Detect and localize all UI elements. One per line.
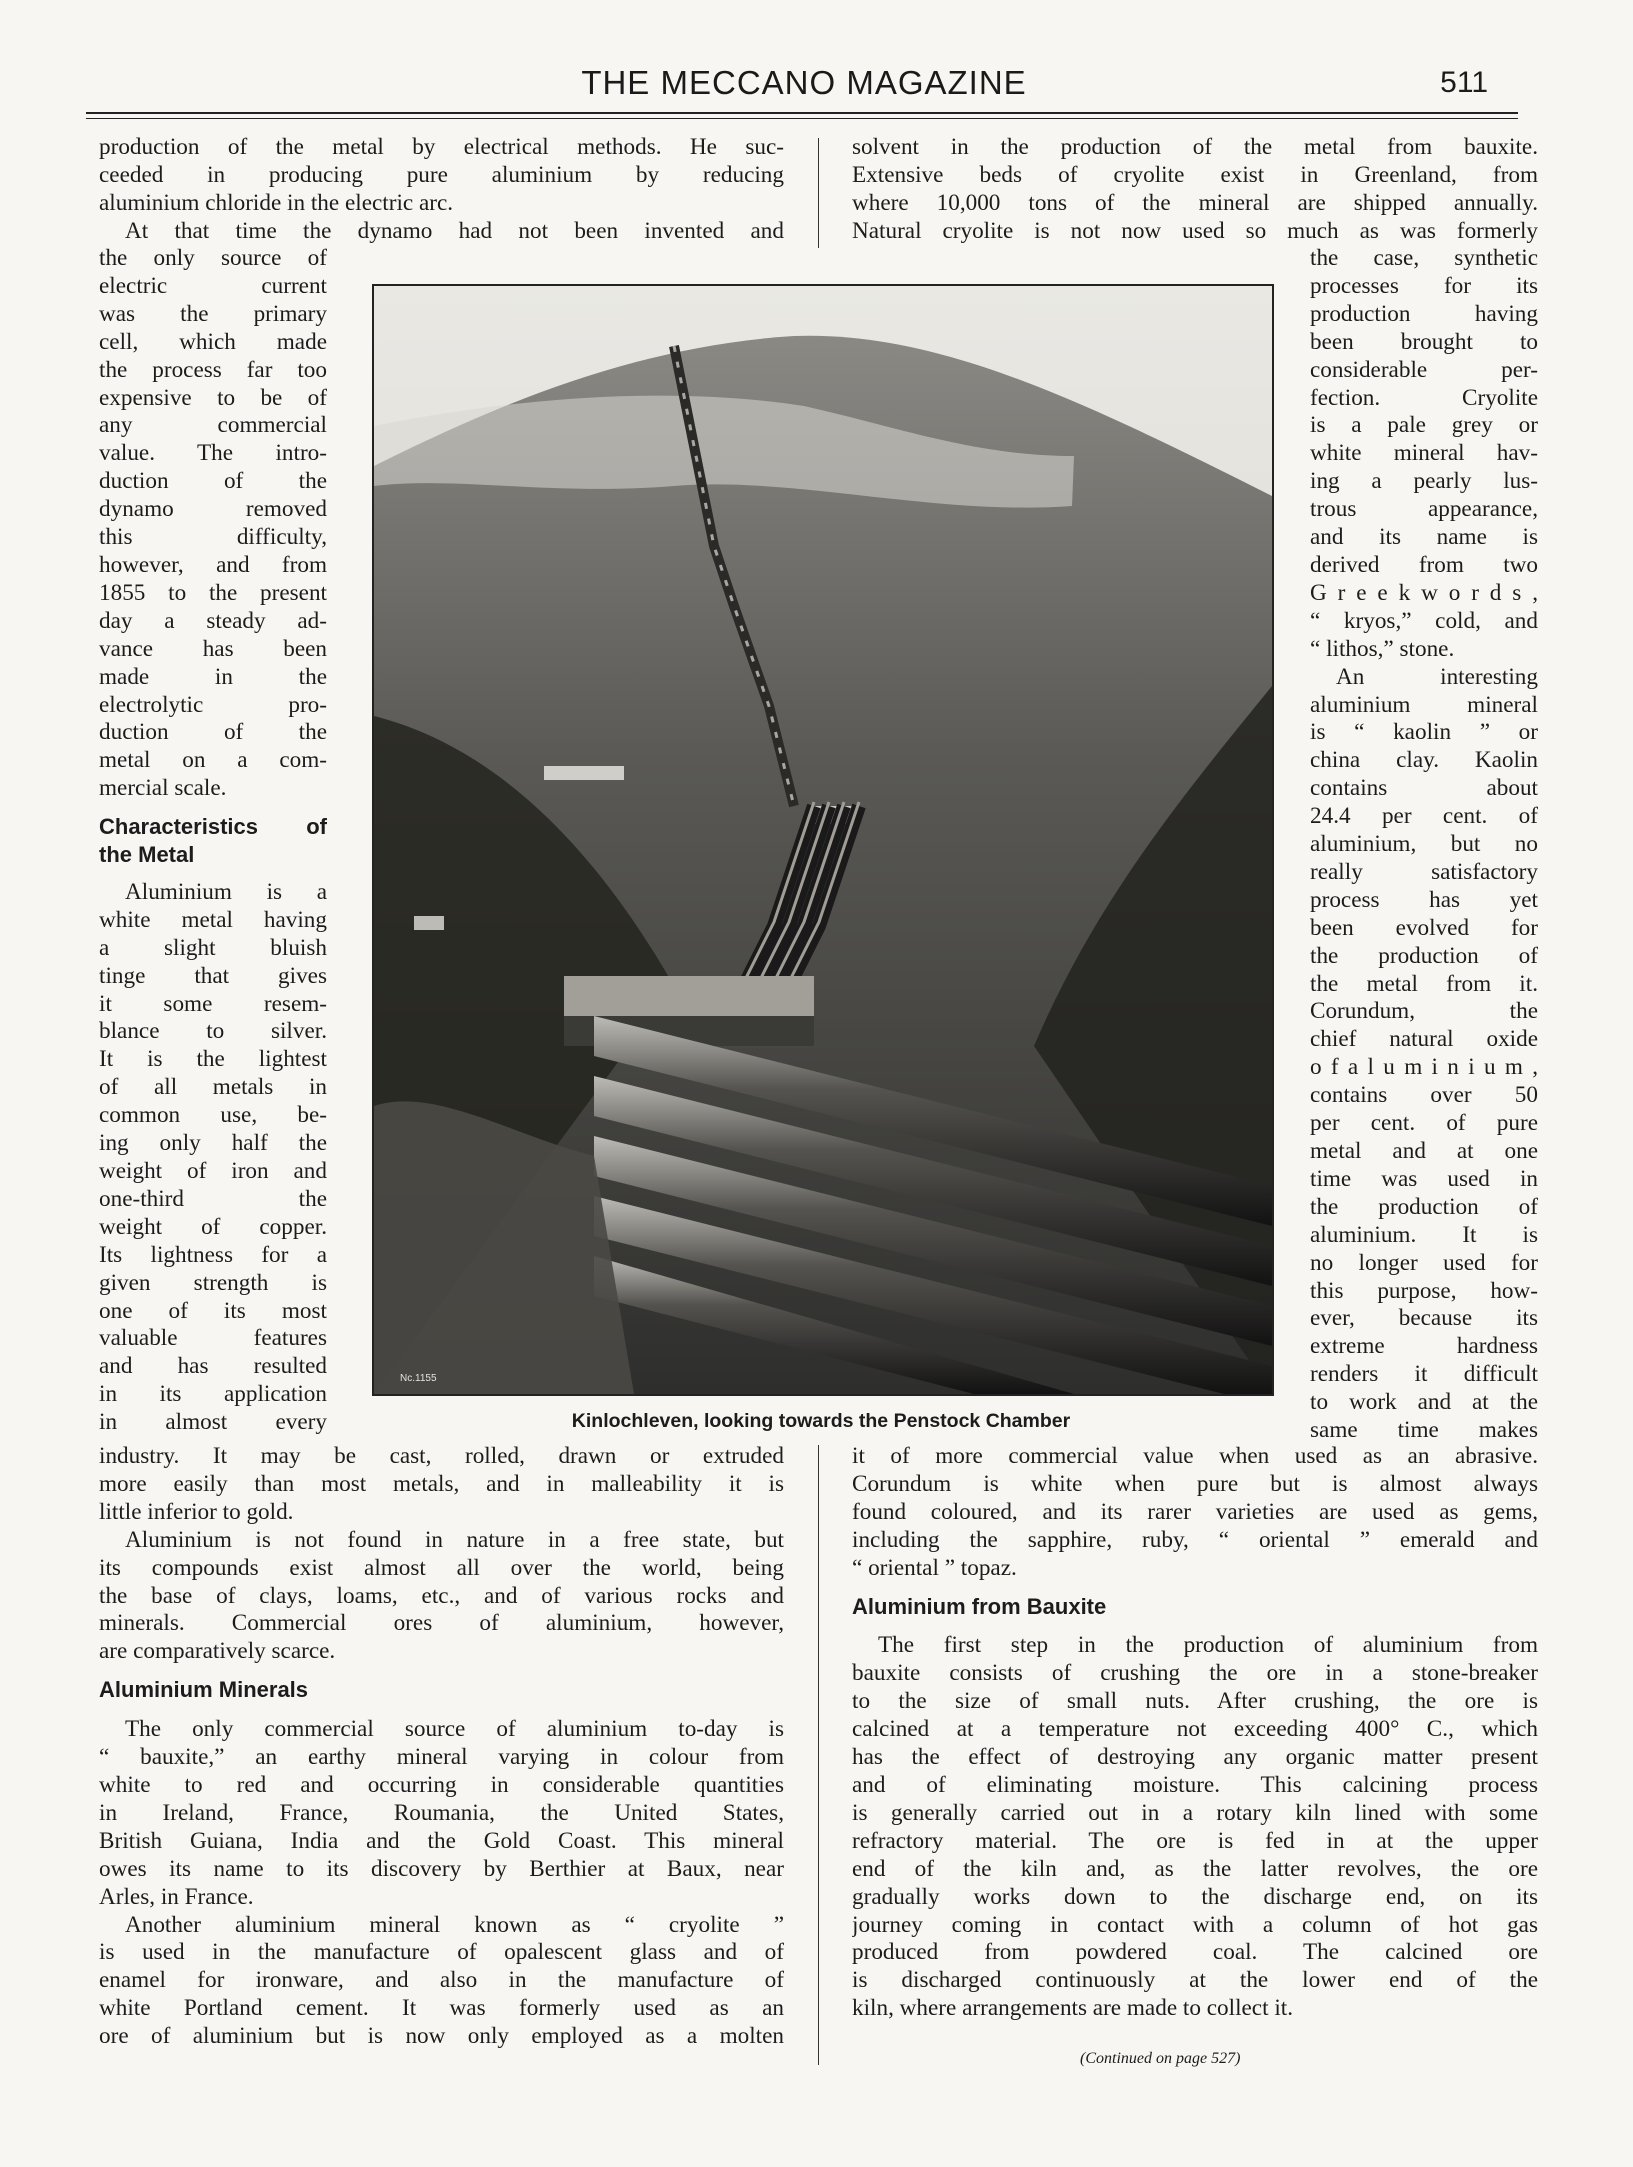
paragraph-line: ing only half the <box>99 1130 327 1157</box>
section-heading-minerals: Aluminium Minerals <box>99 1677 309 1703</box>
paragraph-line: Corundum, the <box>1310 998 1538 1025</box>
section-heading-characteristics: the Metal <box>99 842 195 868</box>
right-column-top <box>852 134 1538 246</box>
paragraph-line: duction of the <box>99 719 327 746</box>
paragraph-line: gradually works down to the discharge end, on its <box>852 1883 1538 1910</box>
paragraph-line: in Ireland, France, Roumania, the United States, <box>99 1799 784 1826</box>
paragraph-line: Extensive beds of cryolite exist in Greenland, from <box>852 161 1538 188</box>
paragraph-line: value. The intro- <box>99 440 327 467</box>
paragraph-line: enamel for ironware, and also in the manufacture of <box>99 1967 784 1994</box>
paragraph-line: The only commercial source of aluminium to-day is <box>125 1716 784 1743</box>
paragraph-line: aluminium chloride in the electric arc. <box>99 189 454 216</box>
paragraph-line: day a steady ad- <box>99 607 327 634</box>
paragraph-line: renders it difficult <box>1310 1361 1538 1388</box>
paragraph-line: calcined at a temperature not exceeding 400° C., which <box>852 1716 1538 1743</box>
paragraph-line: “ bauxite,” an earthy mineral varying in colour from <box>99 1744 784 1771</box>
paragraph-line: weight of copper. <box>99 1213 327 1240</box>
paragraph-line: production having <box>1310 300 1538 327</box>
paragraph-line: it some resem- <box>99 990 327 1017</box>
paragraph-line: little inferior to gold. <box>99 1498 294 1525</box>
right-column-lower <box>852 1443 1538 2023</box>
paragraph-line: was the primary <box>99 300 327 327</box>
paragraph-line: is generally carried out in a rotary kiln lined with some <box>852 1799 1538 1826</box>
paragraph-line: this difficulty, <box>99 524 327 551</box>
paragraph-line: produced from powdered coal. The calcined ore <box>852 1939 1538 1966</box>
paragraph-line: cell, which made <box>99 328 327 355</box>
paragraph-line: end of the kiln and, as the latter revolves, the ore <box>852 1855 1538 1882</box>
penstock-photograph <box>372 284 1274 1396</box>
paragraph-line: “ lithos,” stone. <box>1310 635 1455 662</box>
paragraph-line: contains over 50 <box>1310 1082 1538 1109</box>
plate-mark: Nc.1155 <box>400 1373 437 1384</box>
paragraph-line: “ oriental ” topaz. <box>852 1554 1017 1581</box>
paragraph-line: Arles, in France. <box>99 1883 254 1910</box>
paragraph-line: Its lightness for a <box>99 1241 327 1268</box>
paragraph-line: mercial scale. <box>99 775 227 802</box>
paragraph-line: trous appearance, <box>1310 496 1538 523</box>
paragraph-line: is a pale grey or <box>1310 412 1538 439</box>
paragraph-line: kiln, where arrangements are made to collect it. <box>852 1995 1294 2022</box>
paragraph-line: solvent in the production of the metal from bauxite. <box>852 134 1538 160</box>
paragraph-line: china clay. Kaolin <box>1310 747 1538 774</box>
header-rule-thin <box>86 118 1518 119</box>
paragraph-line: considerable per- <box>1310 356 1538 383</box>
left-column-top <box>99 134 784 246</box>
paragraph-line: to work and at the <box>1310 1389 1538 1416</box>
header-rule <box>86 112 1518 114</box>
paragraph-line: bauxite consists of crushing the ore in a stone-breaker <box>852 1660 1538 1687</box>
paragraph-line: made in the <box>99 663 327 690</box>
paragraph-line: any commercial <box>99 412 327 439</box>
paragraph-line: Another aluminium mineral known as “ cryolite ” <box>125 1911 784 1938</box>
paragraph-line: white mineral hav- <box>1310 440 1538 467</box>
paragraph-line: owes its name to its discovery by Berthier at Baux, near <box>99 1855 784 1882</box>
page-number: 511 <box>1440 66 1488 99</box>
paragraph-line: been brought to <box>1310 328 1538 355</box>
paragraph-line: dynamo removed <box>99 496 327 523</box>
paragraph-line: refractory material. The ore is fed in at the upper <box>852 1827 1538 1854</box>
paragraph-line: been evolved for <box>1310 914 1538 941</box>
paragraph-line: white to red and occurring in considerable quantities <box>99 1771 784 1798</box>
paragraph-line: one of its most <box>99 1297 327 1324</box>
paragraph-line: metal on a com- <box>99 747 327 774</box>
paragraph-line: vance has been <box>99 635 327 662</box>
paragraph-line: industry. It may be cast, rolled, drawn or extruded <box>99 1443 784 1469</box>
paragraph-line: is “ kaolin ” or <box>1310 719 1538 746</box>
penstock-illustration <box>374 286 1272 1394</box>
paragraph-line: valuable features <box>99 1325 327 1352</box>
paragraph-line: and of eliminating moisture. This calcining process <box>852 1771 1538 1798</box>
paragraph-line: 24.4 per cent. of <box>1310 803 1538 830</box>
section-heading-characteristics: Characteristics of <box>99 814 327 840</box>
paragraph-line: o f a l u m i n i u m , <box>1310 1054 1538 1081</box>
paragraph-line: no longer used for <box>1310 1249 1538 1276</box>
paragraph-line: it of more commercial value when used as an abrasive. <box>852 1443 1538 1469</box>
paragraph-line: the base of clays, loams, etc., and of various rocks and <box>99 1582 784 1609</box>
paragraph-line: the process far too <box>99 356 327 383</box>
paragraph-line: and has resulted <box>99 1353 327 1380</box>
paragraph-line: is used in the manufacture of opalescent glass and of <box>99 1939 784 1966</box>
paragraph-line: Natural cryolite is not now used so much as was formerly <box>852 217 1538 244</box>
paragraph-line: 1855 to the present <box>99 579 327 606</box>
paragraph-line: its compounds exist almost all over the world, being <box>99 1554 784 1581</box>
section-heading-bauxite: Aluminium from Bauxite <box>852 1593 1107 1619</box>
paragraph-line: the only source of <box>99 245 327 271</box>
paragraph-line: including the sapphire, ruby, “ oriental ” emerald and <box>852 1526 1538 1553</box>
column-divider <box>818 138 819 248</box>
paragraph-line: G r e e k w o r d s , <box>1310 579 1538 606</box>
paragraph-line: blance to silver. <box>99 1018 327 1045</box>
paragraph-line: journey coming in contact with a column of hot gas <box>852 1911 1538 1938</box>
paragraph-line: same time makes <box>1310 1417 1538 1444</box>
magazine-title: THE MECCANO MAGAZINE <box>581 64 1027 101</box>
paragraph-line: Aluminium is not found in nature in a free state, but <box>125 1526 784 1553</box>
paragraph-line: aluminium. It is <box>1310 1221 1538 1248</box>
paragraph-line: ceeded in producing pure aluminium by reducing <box>99 161 784 188</box>
paragraph-line: Aluminium is a <box>125 878 327 905</box>
paragraph-line: common use, be- <box>99 1102 327 1129</box>
paragraph-line: fection. Cryolite <box>1310 384 1538 411</box>
paragraph-line: contains about <box>1310 775 1538 802</box>
paragraph-line: found coloured, and its rarer varieties are used as gems, <box>852 1498 1538 1525</box>
paragraph-line: Corundum is white when pure but is almost always <box>852 1470 1538 1497</box>
paragraph-line: has the effect of destroying any organic matter present <box>852 1744 1538 1771</box>
paragraph-line: tinge that gives <box>99 962 327 989</box>
paragraph-line: where 10,000 tons of the mineral are shipped annually. <box>852 189 1538 216</box>
paragraph-line: “ kryos,” cold, and <box>1310 607 1538 634</box>
paragraph-line: aluminium mineral <box>1310 691 1538 718</box>
paragraph-line: processes for its <box>1310 272 1538 299</box>
paragraph-line: given strength is <box>99 1269 327 1296</box>
left-column-narrow <box>99 245 327 1437</box>
paragraph-line: the production of <box>1310 942 1538 969</box>
paragraph-line: British Guiana, India and the Gold Coast. This mineral <box>99 1827 784 1854</box>
paragraph-line: electric current <box>99 272 327 299</box>
paragraph-line: ever, because its <box>1310 1305 1538 1332</box>
continued-note: (Continued on page 527) <box>1080 2050 1241 2067</box>
right-column-narrow <box>1310 245 1538 1445</box>
paragraph-line: the case, synthetic <box>1310 245 1538 271</box>
paragraph-line: white Portland cement. It was formerly used as an <box>99 1995 784 2022</box>
paragraph-line: It is the lightest <box>99 1046 327 1073</box>
paragraph-line: weight of iron and <box>99 1158 327 1184</box>
paragraph-line: time was used in <box>1310 1165 1538 1192</box>
paragraph-line: a slight bluish <box>99 934 327 961</box>
column-divider-lower <box>818 1445 819 2065</box>
left-column-lower <box>99 1443 784 2051</box>
paragraph-line: to the size of small nuts. After crushing, the ore is <box>852 1688 1538 1715</box>
paragraph-line: more easily than most metals, and in malleability it is <box>99 1470 784 1497</box>
photo-caption: Kinlochleven, looking towards the Penstock Chamber <box>571 1410 1071 1432</box>
paragraph-line: per cent. of pure <box>1310 1110 1538 1137</box>
paragraph-line: At that time the dynamo had not been invented and <box>125 217 784 244</box>
paragraph-line: ore of aluminium but is now only employed as a molten <box>99 2023 784 2050</box>
paragraph-line: process has yet <box>1310 886 1538 913</box>
paragraph-line: derived from two <box>1310 551 1538 578</box>
paragraph-line: duction of the <box>99 468 327 495</box>
paragraph-line: in its application <box>99 1381 327 1408</box>
paragraph-line: An interesting <box>1336 663 1538 690</box>
paragraph-line: expensive to be of <box>99 384 327 411</box>
paragraph-line: one-third the <box>99 1185 327 1212</box>
paragraph-line: and its name is <box>1310 524 1538 551</box>
paragraph-line: is discharged continuously at the lower end of the <box>852 1967 1538 1994</box>
paragraph-line: in almost every <box>99 1409 327 1436</box>
paragraph-line: The first step in the production of aluminium from <box>878 1632 1538 1659</box>
paragraph-line: ing a pearly lus- <box>1310 468 1538 495</box>
paragraph-line: extreme hardness <box>1310 1333 1538 1360</box>
page-header <box>90 64 1518 110</box>
paragraph-line: electrolytic pro- <box>99 691 327 718</box>
paragraph-line: of all metals in <box>99 1074 327 1101</box>
paragraph-line: metal and at one <box>1310 1138 1538 1164</box>
paragraph-line: minerals. Commercial ores of aluminium, however, <box>99 1610 784 1637</box>
paragraph-line: are comparatively scarce. <box>99 1638 336 1665</box>
paragraph-line: the metal from it. <box>1310 970 1538 997</box>
paragraph-line: aluminium, but no <box>1310 831 1538 858</box>
paragraph-line: production of the metal by electrical methods. He suc- <box>99 134 784 160</box>
paragraph-line: the production of <box>1310 1193 1538 1220</box>
paragraph-line: really satisfactory <box>1310 858 1538 885</box>
paragraph-line: chief natural oxide <box>1310 1026 1538 1053</box>
paragraph-line: however, and from <box>99 551 327 578</box>
paragraph-line: white metal having <box>99 906 327 933</box>
paragraph-line: this purpose, how- <box>1310 1277 1538 1304</box>
